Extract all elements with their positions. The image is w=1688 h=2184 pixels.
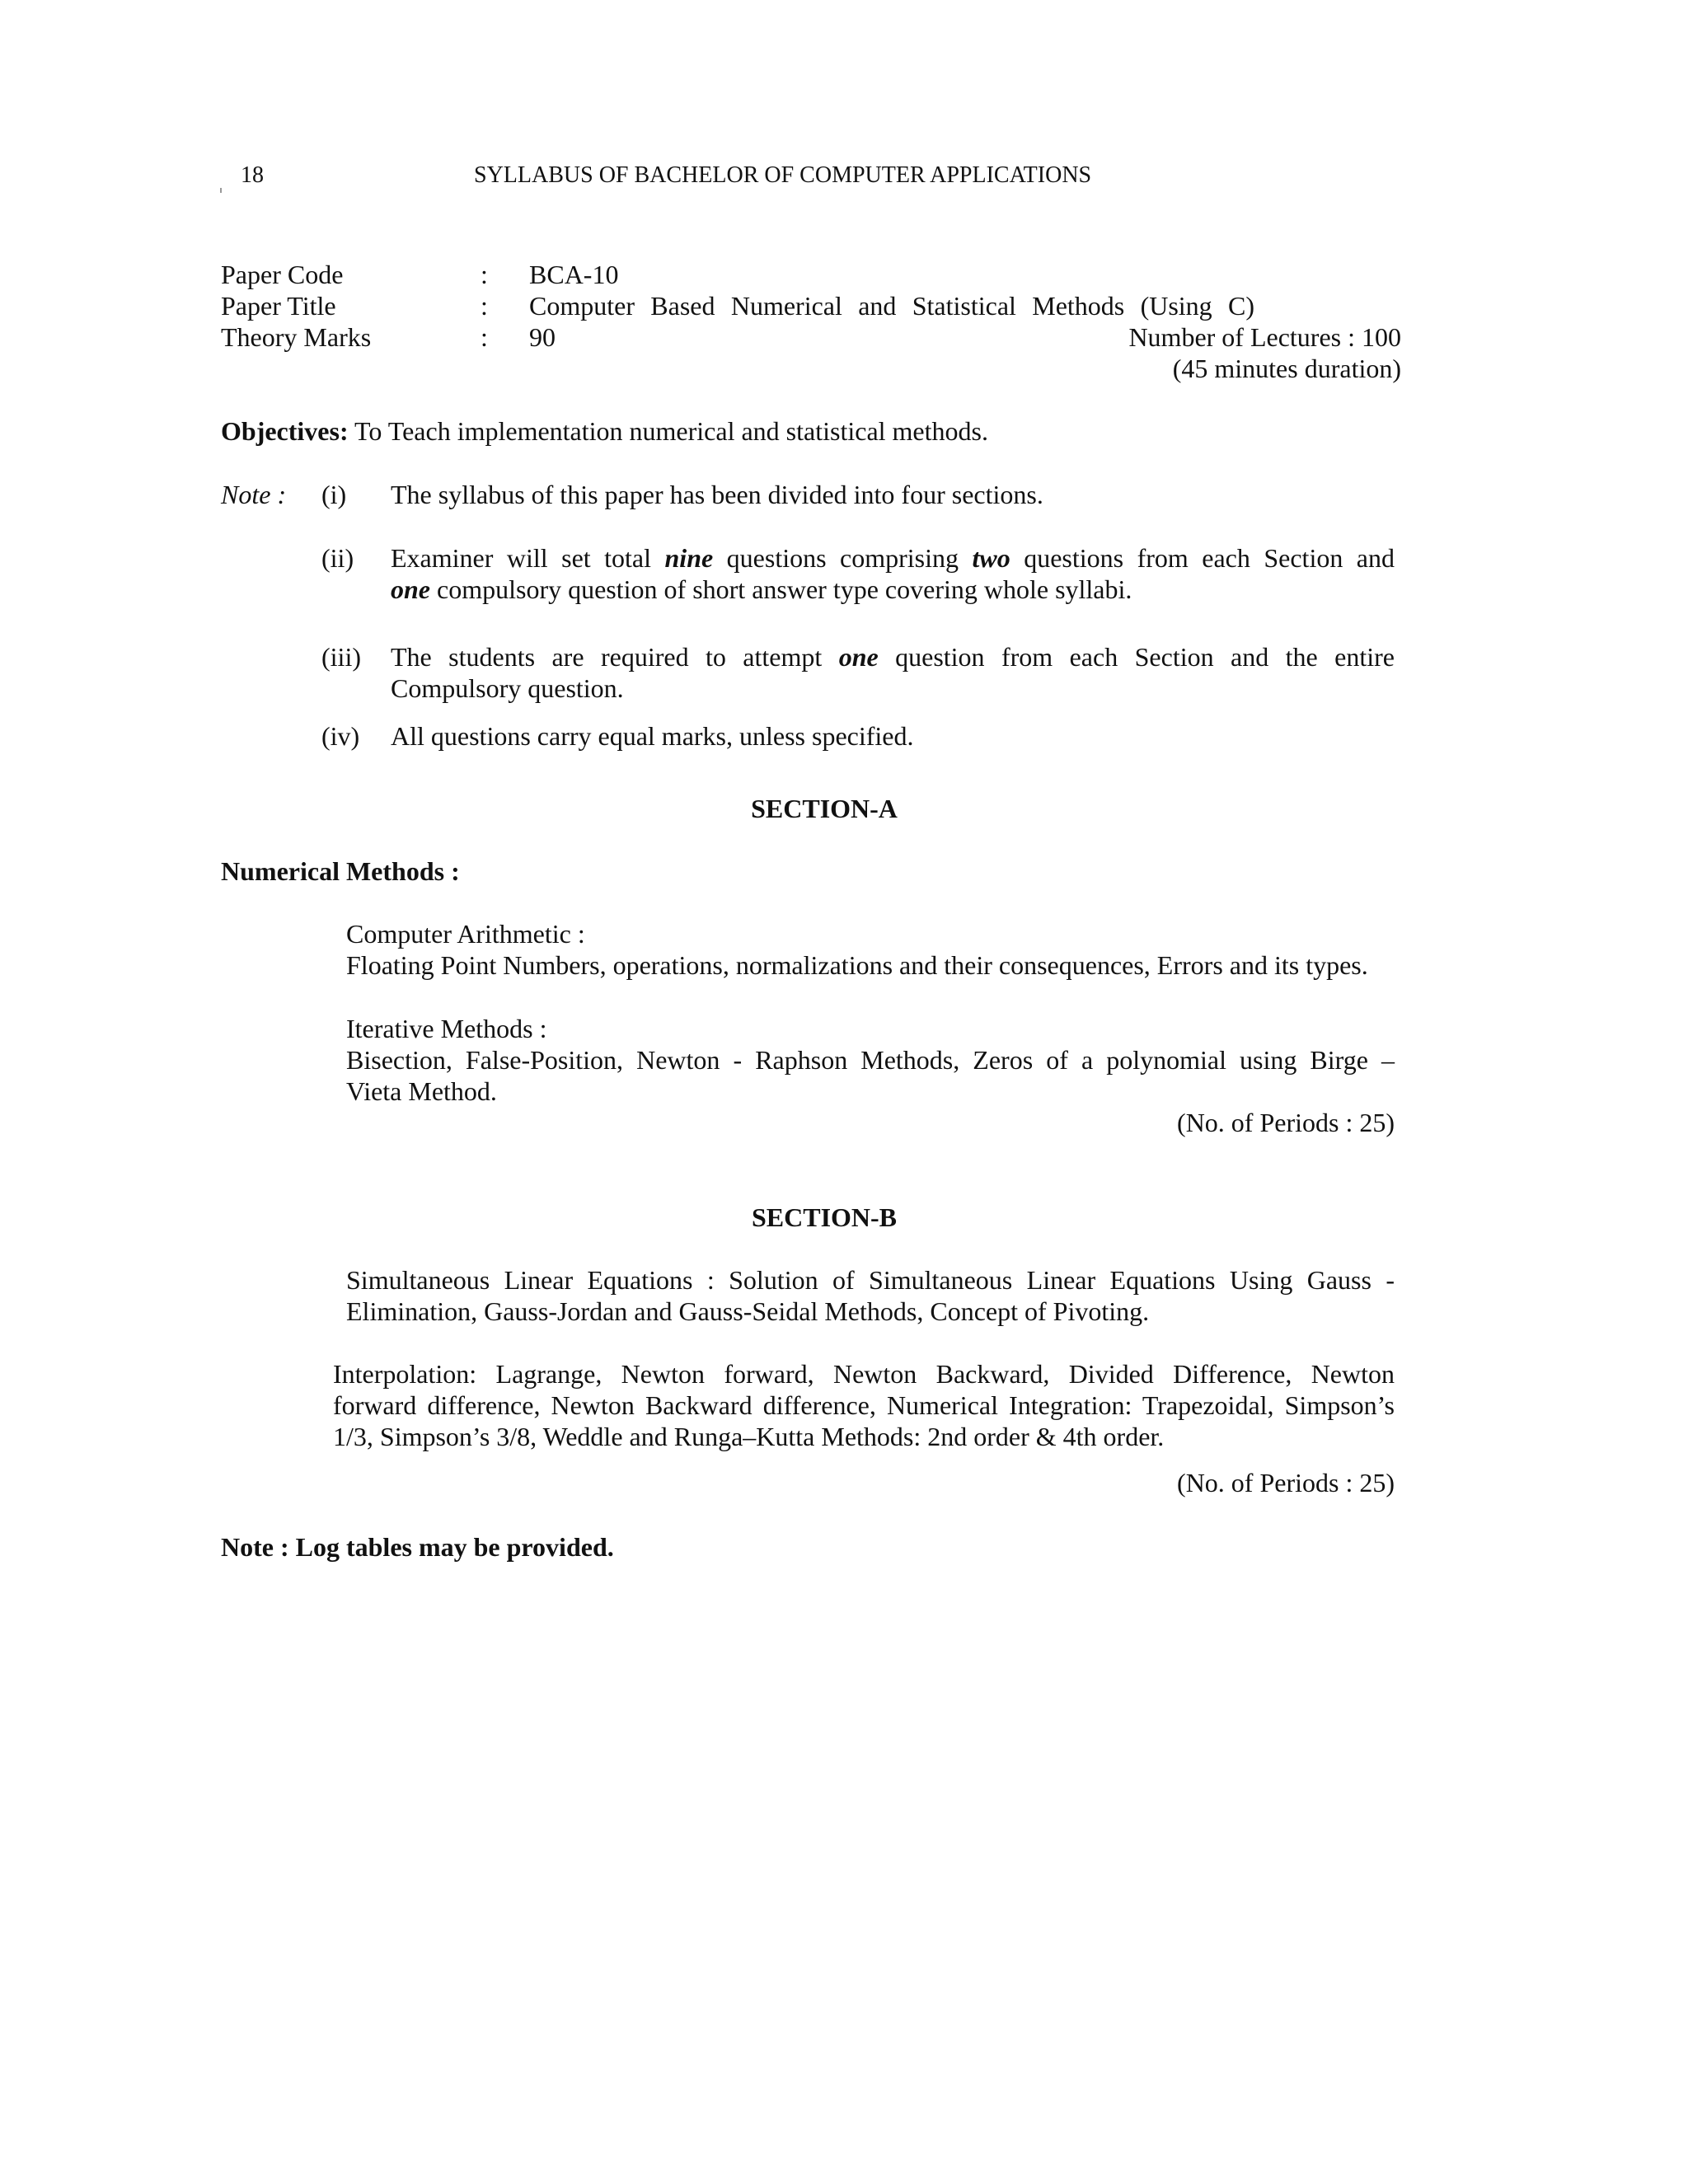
note-item-number: (iv) bbox=[321, 721, 360, 751]
section-b-paragraph bbox=[346, 1264, 1395, 1327]
topic-text bbox=[346, 1044, 1395, 1107]
paragraph-line: Interpolation: Lagrange, Newton forward, Newton Backward, Divided Difference, Newton bbox=[333, 1359, 1395, 1389]
paragraph-line: forward difference, Newton Backward difference, Numerical Integration: Trapezoidal, Simpson’s bbox=[333, 1390, 1395, 1420]
note-item-line: Examiner will set total nine questions comprising two questions from each Section and bbox=[391, 543, 1395, 573]
footer-note: Note : Log tables may be provided. bbox=[221, 1532, 614, 1562]
number-of-lectures: Number of Lectures : 100 bbox=[1128, 322, 1401, 352]
note-item-text bbox=[391, 542, 1395, 605]
paper-title-value: Computer Based Numerical and Statistical Methods (Using C) bbox=[529, 291, 1254, 321]
lecture-duration: (45 minutes duration) bbox=[1172, 354, 1401, 383]
objectives bbox=[221, 415, 988, 447]
topic-title: Iterative Methods : bbox=[346, 1014, 547, 1043]
note-item-text bbox=[391, 641, 1395, 704]
section-a-heading: SECTION-A bbox=[751, 794, 898, 823]
note-item-text: All questions carry equal marks, unless specified. bbox=[391, 721, 914, 751]
theory-marks-value: 90 bbox=[529, 322, 556, 352]
note-item-line: one compulsory question of short answer type covering whole syllabi. bbox=[391, 574, 1132, 604]
objectives-text: To Teach implementation numerical and statistical methods. bbox=[348, 416, 988, 446]
page-number: 18 bbox=[241, 162, 264, 188]
paragraph-line: Elimination, Gauss-Jordan and Gauss-Seidal Methods, Concept of Pivoting. bbox=[346, 1296, 1150, 1326]
topic-text: Floating Point Numbers, operations, normalizations and their consequences, Errors and its types. bbox=[346, 950, 1368, 980]
paragraph-line: Simultaneous Linear Equations : Solution of Simultaneous Linear Equations Using Gauss - bbox=[346, 1265, 1395, 1295]
paper-title-colon: : bbox=[481, 291, 488, 321]
objectives-label: Objectives: bbox=[221, 416, 349, 446]
running-title: SYLLABUS OF BACHELOR OF COMPUTER APPLICATIONS bbox=[474, 162, 1092, 188]
note-label: Note : bbox=[221, 480, 287, 509]
section-b-periods: (No. of Periods : 25) bbox=[1177, 1468, 1395, 1497]
section-a-periods: (No. of Periods : 25) bbox=[1177, 1108, 1395, 1137]
topic-title: Computer Arithmetic : bbox=[346, 919, 585, 949]
paper-code-colon: : bbox=[481, 260, 488, 289]
section-b-paragraph bbox=[333, 1358, 1395, 1452]
paragraph-line: 1/3, Simpson’s 3/8, Weddle and Runga–Kutta Methods: 2nd order & 4th order. bbox=[333, 1422, 1165, 1451]
topic-text-line: Bisection, False-Position, Newton - Raphson Methods, Zeros of a polynomial using Birge – bbox=[346, 1045, 1395, 1075]
note-item-text: The syllabus of this paper has been divided into four sections. bbox=[391, 480, 1043, 509]
margin-mark bbox=[220, 188, 222, 193]
note-item-number: (ii) bbox=[321, 543, 354, 573]
theory-marks-label: Theory Marks bbox=[221, 322, 372, 352]
section-a-subheading: Numerical Methods : bbox=[221, 856, 460, 886]
note-item-number: (iii) bbox=[321, 642, 361, 672]
note-item-number: (i) bbox=[321, 480, 347, 509]
paper-code-value: BCA-10 bbox=[529, 260, 619, 289]
section-b-heading: SECTION-B bbox=[751, 1202, 898, 1232]
note-item-line: The students are required to attempt one question from each Section and the entire bbox=[391, 642, 1395, 672]
topic-text-line: Vieta Method. bbox=[346, 1076, 497, 1106]
note-item-line: Compulsory question. bbox=[391, 673, 624, 703]
paper-code-label: Paper Code bbox=[221, 260, 344, 289]
theory-marks-colon: : bbox=[481, 322, 488, 352]
paper-title-label: Paper Title bbox=[221, 291, 336, 321]
